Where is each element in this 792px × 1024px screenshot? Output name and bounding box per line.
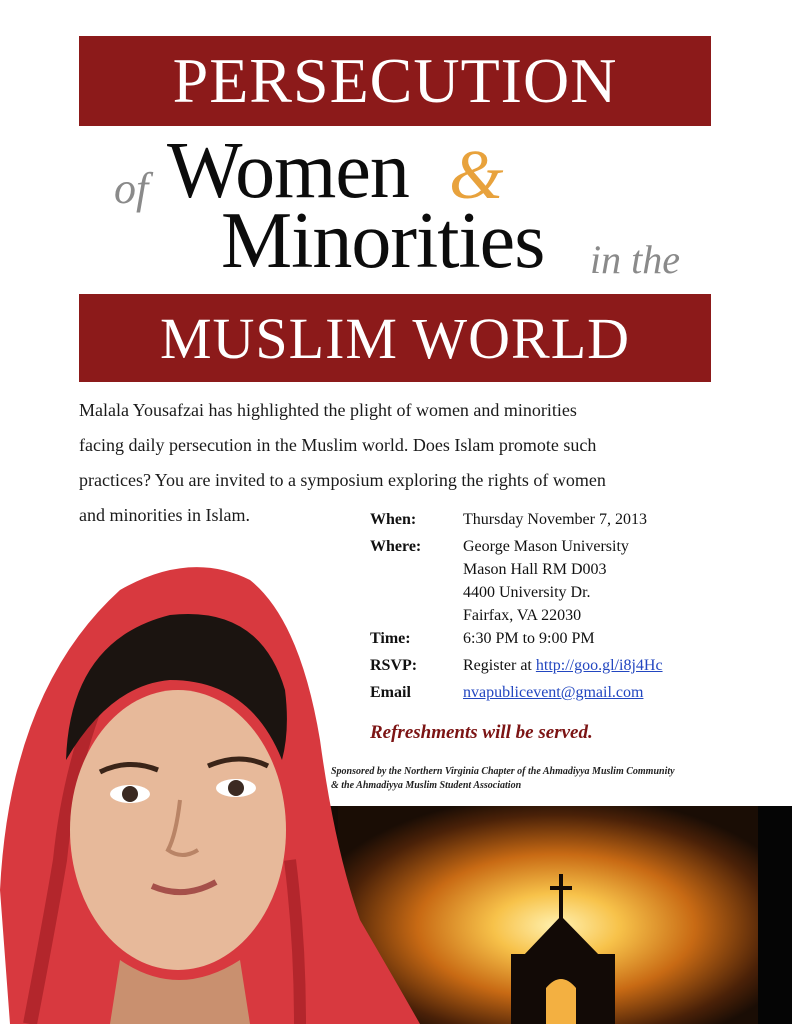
sponsor-line: Sponsored by the Northern Virginia Chapter of the Ahmadiyya Muslim Community: [331, 766, 675, 777]
where-label: Where:: [370, 538, 422, 555]
when-value: Thursday November 7, 2013: [463, 511, 647, 528]
title-in-the: in the: [590, 237, 680, 282]
refreshments-note: Refreshments will be served.: [370, 722, 593, 743]
title-of: of: [114, 164, 149, 213]
time-value: 6:30 PM to 9:00 PM: [463, 630, 595, 647]
where-line: Fairfax, VA 22030: [463, 607, 582, 624]
intro-line: practices? You are invited to a symposium exploring the rights of women: [79, 470, 606, 490]
rsvp-link[interactable]: http://goo.gl/i8j4Hc: [535, 657, 663, 674]
rsvp-prefix: Register at: [463, 657, 536, 674]
sponsor-line: & the Ahmadiyya Muslim Student Association: [331, 780, 522, 791]
intro-line: facing daily persecution in the Muslim world. Does Islam promote such: [79, 435, 597, 455]
title-muslim-world: MUSLIM WORLD: [159, 305, 631, 371]
title-minorities: Minorities: [221, 197, 545, 285]
title-ampersand: &: [449, 137, 504, 214]
intro-line: and minorities in Islam.: [79, 505, 250, 525]
title-banner-bottom: [79, 294, 711, 382]
intro-line: Malala Yousafzai has highlighted the plight of women and minorities: [79, 400, 577, 420]
where-line: 4400 University Dr.: [463, 584, 591, 601]
when-label: When:: [370, 511, 417, 528]
email-link[interactable]: nvapublicevent@gmail.com: [463, 684, 644, 701]
time-label: Time:: [370, 630, 411, 647]
where-line: George Mason University: [463, 538, 629, 555]
rsvp-label: RSVP:: [370, 657, 418, 674]
malala-portrait-photo: [0, 560, 420, 1024]
title-banner-top: [79, 36, 711, 126]
title-persecution: PERSECUTION: [172, 45, 618, 116]
title-women: Women: [167, 127, 409, 215]
where-line: Mason Hall RM D003: [463, 561, 607, 578]
email-label: Email: [370, 684, 411, 701]
rsvp-value: [463, 657, 663, 675]
